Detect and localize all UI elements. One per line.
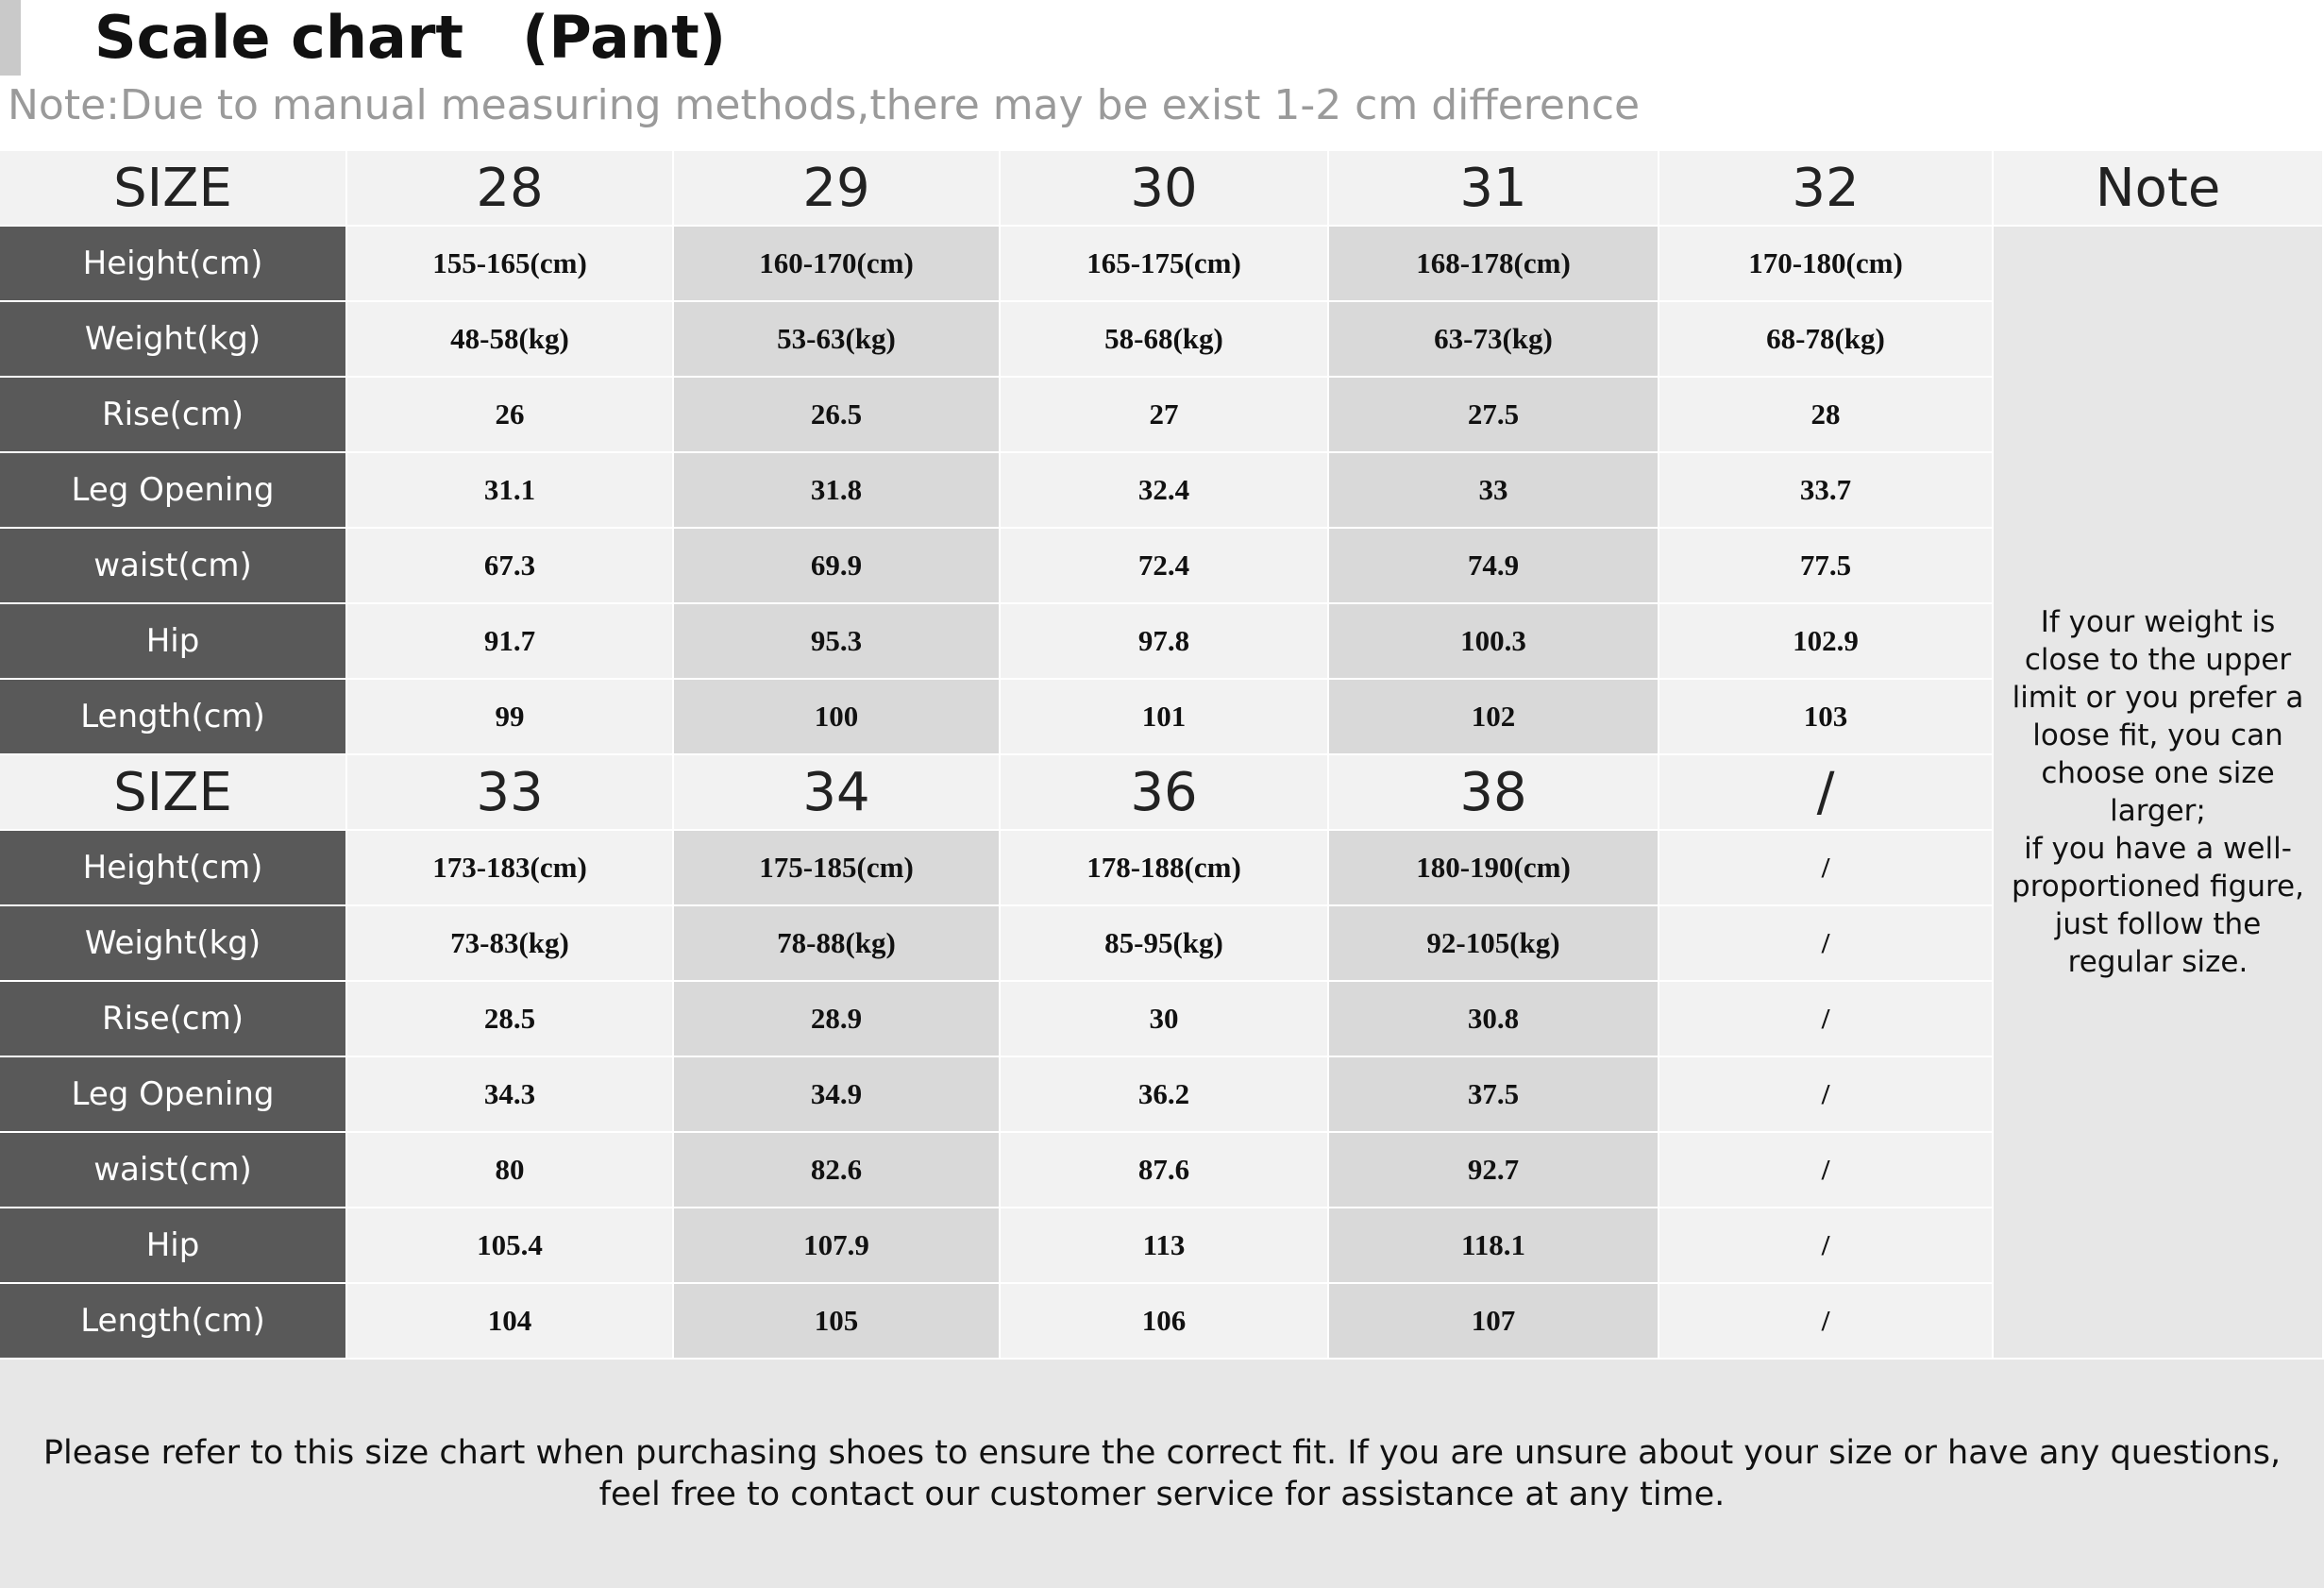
table-cell: / (1659, 1133, 1994, 1208)
table-cell: 68-78(kg) (1659, 302, 1994, 378)
table-cell: 72.4 (1001, 529, 1329, 604)
table-cell: 36.2 (1001, 1057, 1329, 1133)
table-cell: 34.3 (347, 1057, 674, 1133)
table-cell: 28 (1659, 378, 1994, 453)
table-cell: 48-58(kg) (347, 302, 674, 378)
title-accent-bar (0, 0, 21, 76)
table-cell: 178-188(cm) (1001, 831, 1329, 906)
table-cell: 105.4 (347, 1208, 674, 1284)
table-cell: / (1659, 982, 1994, 1057)
table-cell: 173-183(cm) (347, 831, 674, 906)
table-cell: / (1659, 1208, 1994, 1284)
measurement-label: Leg Opening (0, 1057, 347, 1133)
size-column-header: 34 (674, 755, 1001, 831)
table-cell: 85-95(kg) (1001, 906, 1329, 982)
table-cell: 99 (347, 680, 674, 755)
table-cell: 92-105(kg) (1329, 906, 1659, 982)
measurement-label: Height(cm) (0, 831, 347, 906)
table-cell: 31.1 (347, 453, 674, 529)
table-cell: 73-83(kg) (347, 906, 674, 982)
table-cell: 28.5 (347, 982, 674, 1057)
table-cell: 30 (1001, 982, 1329, 1057)
table-cell: 91.7 (347, 604, 674, 680)
table-cell: / (1659, 1057, 1994, 1133)
measurement-label: Height(cm) (0, 227, 347, 302)
measurement-label: Length(cm) (0, 680, 347, 755)
table-cell: 175-185(cm) (674, 831, 1001, 906)
note-header: Note (1994, 151, 2324, 227)
table-cell: 34.9 (674, 1057, 1001, 1133)
size-column-header: 32 (1659, 151, 1994, 227)
table-cell: 33 (1329, 453, 1659, 529)
table-cell: 103 (1659, 680, 1994, 755)
measurement-label: Length(cm) (0, 1284, 347, 1360)
table-cell: 63-73(kg) (1329, 302, 1659, 378)
table-cell: 118.1 (1329, 1208, 1659, 1284)
table-cell: 106 (1001, 1284, 1329, 1360)
table-cell: 105 (674, 1284, 1001, 1360)
table-cell: 107.9 (674, 1208, 1001, 1284)
measurement-label: Rise(cm) (0, 982, 347, 1057)
measurement-label: waist(cm) (0, 529, 347, 604)
size-column-header: 29 (674, 151, 1001, 227)
page-title: Scale chart (Pant) (94, 3, 727, 72)
table-cell: 97.8 (1001, 604, 1329, 680)
table-cell: 160-170(cm) (674, 227, 1001, 302)
table-cell: 180-190(cm) (1329, 831, 1659, 906)
table-cell: 31.8 (674, 453, 1001, 529)
table-cell: 77.5 (1659, 529, 1994, 604)
size-column-header: 33 (347, 755, 674, 831)
table-cell: 28.9 (674, 982, 1001, 1057)
table-cell: 32.4 (1001, 453, 1329, 529)
footer-notice: Please refer to this size chart when purchasing shoes to ensure the correct fit. If you are unsure about your size or have any questions, feel free to contact our customer service for assistance at any time. (0, 1360, 2324, 1588)
measurement-label: Hip (0, 604, 347, 680)
size-column-header: 31 (1329, 151, 1659, 227)
table-cell: 170-180(cm) (1659, 227, 1994, 302)
table-cell: 95.3 (674, 604, 1001, 680)
table-cell: 74.9 (1329, 529, 1659, 604)
measurement-label: Weight(kg) (0, 906, 347, 982)
table-cell: 27 (1001, 378, 1329, 453)
measurement-note: Note:Due to manual measuring methods,there may be exist 1-2 cm difference (8, 81, 1641, 129)
table-cell: 58-68(kg) (1001, 302, 1329, 378)
table-cell: 104 (347, 1284, 674, 1360)
table-cell: / (1659, 831, 1994, 906)
table-cell: 80 (347, 1133, 674, 1208)
table-cell: 26 (347, 378, 674, 453)
fit-advice-note: If your weight is close to the upper limit or you prefer a loose fit, you can choose one size larger; if you have a well-proportioned figure, just follow the regular size. (1994, 227, 2324, 1360)
table-cell: 82.6 (674, 1133, 1001, 1208)
table-cell: 69.9 (674, 529, 1001, 604)
table-cell: 100.3 (1329, 604, 1659, 680)
measurement-label: Rise(cm) (0, 378, 347, 453)
size-header-label: SIZE (0, 755, 347, 831)
measurement-label: Hip (0, 1208, 347, 1284)
table-cell: 26.5 (674, 378, 1001, 453)
table-cell: 78-88(kg) (674, 906, 1001, 982)
table-cell: 107 (1329, 1284, 1659, 1360)
table-cell: / (1659, 1284, 1994, 1360)
table-cell: 102.9 (1659, 604, 1994, 680)
table-cell: 113 (1001, 1208, 1329, 1284)
table-cell: 33.7 (1659, 453, 1994, 529)
table-cell: 102 (1329, 680, 1659, 755)
table-cell: 53-63(kg) (674, 302, 1001, 378)
table-cell: 92.7 (1329, 1133, 1659, 1208)
table-cell: 27.5 (1329, 378, 1659, 453)
size-column-header: 38 (1329, 755, 1659, 831)
size-column-header: / (1659, 755, 1994, 831)
measurement-label: Weight(kg) (0, 302, 347, 378)
table-cell: 101 (1001, 680, 1329, 755)
size-column-header: 28 (347, 151, 674, 227)
table-cell: 168-178(cm) (1329, 227, 1659, 302)
table-cell: / (1659, 906, 1994, 982)
table-cell: 165-175(cm) (1001, 227, 1329, 302)
table-cell: 87.6 (1001, 1133, 1329, 1208)
table-cell: 37.5 (1329, 1057, 1659, 1133)
table-cell: 155-165(cm) (347, 227, 674, 302)
table-cell: 100 (674, 680, 1001, 755)
table-cell: 30.8 (1329, 982, 1659, 1057)
measurement-label: waist(cm) (0, 1133, 347, 1208)
table-cell: 67.3 (347, 529, 674, 604)
size-chart-table (0, 151, 2324, 1360)
measurement-label: Leg Opening (0, 453, 347, 529)
size-column-header: 30 (1001, 151, 1329, 227)
size-column-header: 36 (1001, 755, 1329, 831)
size-header-label: SIZE (0, 151, 347, 227)
